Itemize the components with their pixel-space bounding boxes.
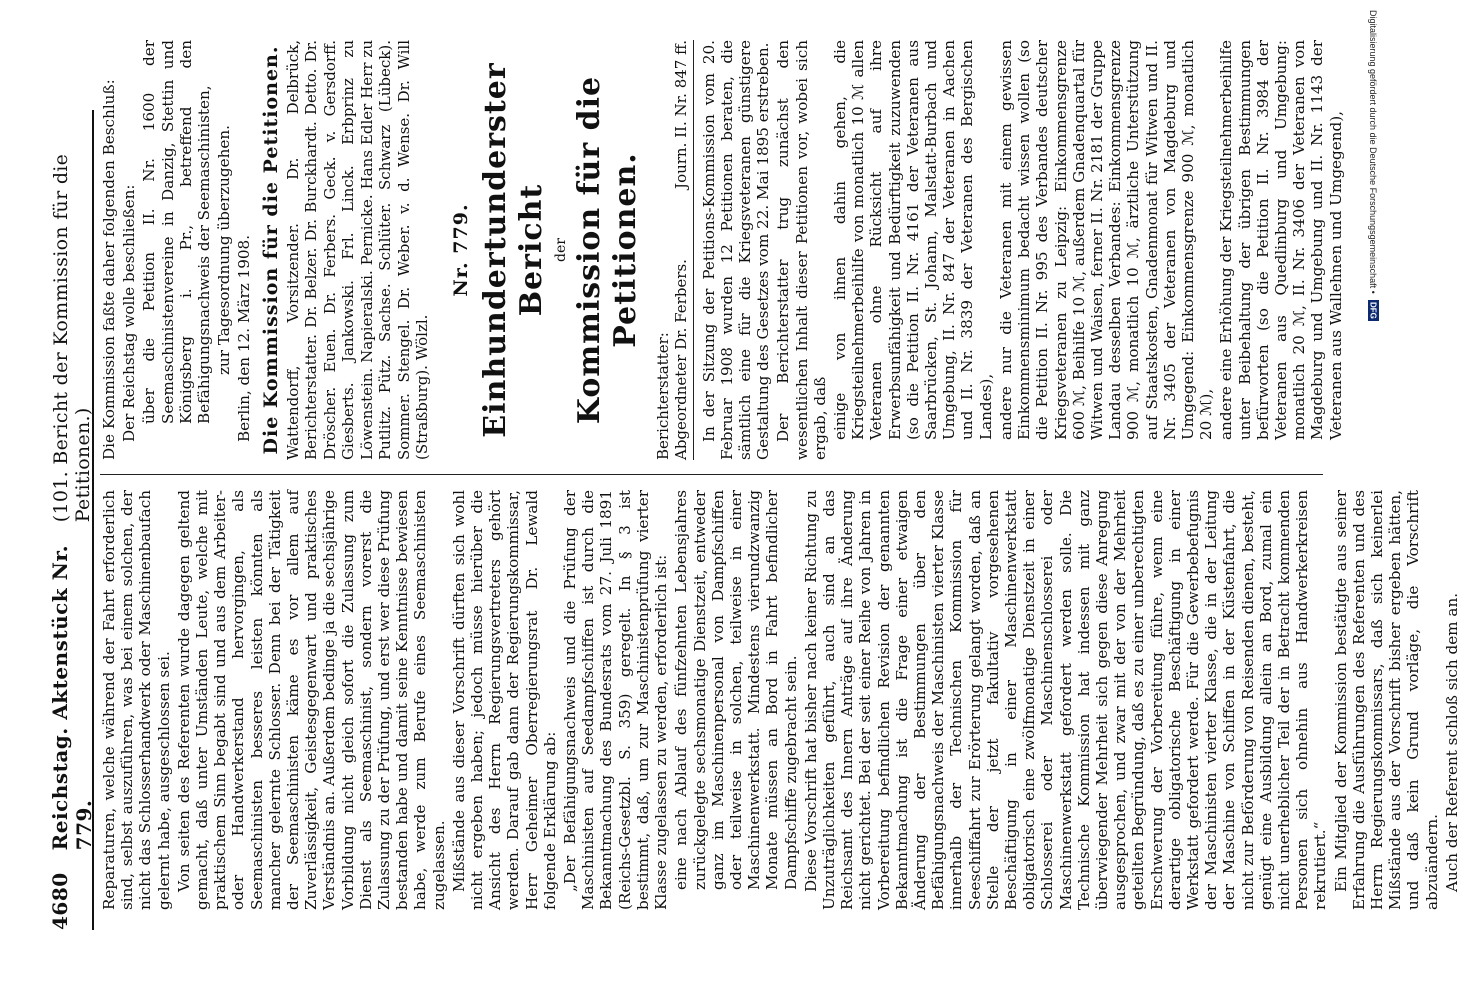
- rapporteur-row-2: [672, 40, 693, 460]
- header-title: Reichstag. Aktenstück Nr. 779.: [48, 544, 96, 851]
- credit-text: Digitalisierung gefördert durch die Deutsche Forschungsgemeinschaft •: [1368, 10, 1378, 294]
- place-date: Berlin, den 12. März 1908.: [235, 234, 254, 442]
- left-paragraph: Ein Mitglied der Kommission bestätigte aus seiner Erfahrung die Ausführungen des Referenten und des Herrn Regierungskommissars, daß sich keinerlei Mißstände aus der Vorschrift bisher ergeben hätten, und daß kein Grund vorläge, die Vorschrift abzuändern.: [1331, 490, 1441, 910]
- document-number: Nr. 779.: [449, 203, 472, 297]
- commission-heading: Die Kommission für die Petitionen.: [259, 45, 282, 455]
- decision-intro: Die Kommission faßte daher folgenden Beschluß:: [100, 79, 118, 460]
- page-header: [48, 110, 96, 930]
- header-rule: [92, 110, 94, 930]
- left-paragraph: „Der Befähigungsnachweis und die Prüfung der Maschinisten auf Seedampfschiffen ist durch die Bekanntmachung des Bundesrats vom 27. Juli 1891 (Reichs-Gesetzbl. S. 359) geregelt. In § 3 ist bestimmt, daß, um zur Maschinistenprüfung vierter Klasse zugelassen zu werden, erforderlich ist:: [561, 490, 671, 910]
- report-title: Einhundertunderster Bericht: [478, 62, 550, 438]
- running-head: (101. Bericht der Kommission für die Petitionen.): [50, 153, 94, 523]
- decision-line: Der Reichstag wolle beschließen:: [120, 184, 139, 442]
- rapporteur-name: Abgeordneter Dr. Ferbers.: [672, 259, 691, 460]
- left-quote-paragraph: eine nach Ablauf des fünfzehnten Lebensjahres zurückgelegte sechsmonatige Dienstzeit, entweder ganz im Maschinenpersonal von Dampfschiffen oder teilweise in solchen, teilweise in einer Maschinenwerkstatt. Mindestens vierundzwanzig Monate müssen an Bord in Fahrt befindlicher Dampfschiffe zugebracht sein.: [672, 490, 800, 890]
- report-title-2: Kommission für die Petitionen.: [572, 75, 644, 425]
- left-paragraph: Mißstände aus dieser Vorschrift dürften sich wohl nicht ergeben haben; jedoch müsse hierüber die Ansicht des Herrn Regierungsvertreters gehört werden. Darauf gab dann der Regierungskommissar, Herr Geheimer Oberregierungsrat Dr. Lewald folgende Erklärung ab:: [449, 490, 559, 910]
- rapporteur-label: Berichterstatter:: [654, 332, 673, 460]
- dfg-logo: DFG: [1368, 301, 1378, 319]
- left-paragraph: Diese Vorschrift hat bisher nach keiner Richtung zu Unzuträglichkeiten geführt, auch sind an das Reichsamt des Innern Anträge auf ihre Änderung nicht gerichtet. Bei der seit einer Reihe von Jahren in Vorbereitung befindlichen Revision der genannten Bekanntmachung ist die Frage einer etwaigen Änderung der Bestimmungen über den Befähigungsnachweis der Maschinisten vierter Klasse innerhalb der Technischen Kommission für Seeschiffahrt zur Erörterung gelangt worden, daß an Stelle der jetzt fakultativ vorgesehenen Beschäftigung in einer Maschinenwerkstatt obligatorisch eine zwölfmonatige Dienstzeit in einer Schlosserei oder Maschinenschlosserei oder Maschinenwerkstatt gefordert werden solle. Die Technische Kommission hat indessen mit ganz überwiegender Mehrheit sich gegen diese Anregung ausgesprochen, und zwar mit der von der Mehrheit geteilten Begründung, daß es zu einer unberechtigten Erschwerung der Vorbereitung führe, wenn eine derartige obligatorische Beschäftigung in einer Werkstatt gefordert werde. Für die Gewerbebefugnis der Maschinisten vierter Klasse, die in der Leitung der Maschine von Schiffen in der Küstenfahrt, die nicht zur Beförderung von Reisenden dienen, besteht, genügt eine Ausbildung allein an Bord, zumal ein nicht unerheblicher Teil der in Betracht kommenden Personen sich ohnehin aus Handwerkerkreisen rekrutiert.“: [801, 490, 1330, 910]
- left-paragraph: Von seiten des Referenten wurde dagegen geltend gemacht, daß unter Umständen Leute, welche mit praktischem Sinn begabt sind und aus dem Arbeiter- oder Handwerkerstand hervorgingen, als Seemaschinisten besseres leisten könnten als mancher gelernte Schlosser. Denn bei der Tätigkeit der Seemaschinisten käme es vor allem auf Zuverlässigkeit, Geistesgegenwart und praktisches Verständnis an. Außerdem bedinge ja die sechsjährige Vorbildung nicht gleich sofort die Zulassung zum Dienst als Seemaschinist, sondern vorerst die Zulassung zu der Prüfung, und erst wer diese Prüfung bestanden habe und damit seine Kenntnisse bewiesen habe, werde zum Berufe eines Seemaschinisten zugelassen.: [174, 490, 448, 910]
- decision-body: über die Petition II. Nr. 1600 der Seemaschinistenvereine in Danzig, Stettin und Königsberg i. Pr., betreffend den Befähigungsnachweis der Seemaschinisten,: [140, 40, 214, 424]
- rapporteur-row: [654, 40, 672, 460]
- left-paragraph: Reparaturen, welche während der Fahrt erforderlich sind, selbst auszuführen, was bei einem solchen, der nicht das Schlosserhandwerk oder Maschinenbaufach gelernt habe, ausgeschlossen sei.: [100, 490, 173, 910]
- right-paragraph: andere nur die Veteranen mit einem gewissen Einkommensminimum bedacht wissen wollen (so die Petition II. Nr. 995 des Verbandes deutscher Kriegsveteranen zu Leipzig: Einkommensgrenze 600 ℳ, Beihilfe 10 ℳ, außerdem Gnadenquartal für Witwen und Waisen, ferner II. Nr. 2181 der Gruppe Landau desselben Verbandes: Einkommensgrenze 900 ℳ, monatlich 10 ℳ, ärztliche Unterstützung auf Staatskosten, Gnadenmonat für Witwen und II. Nr. 3405 der Veteranen von Magdeburg und Umgegend: Einkommensgrenze 900 ℳ, monatlich 20 ℳ),: [996, 40, 1216, 440]
- signers-list: Wattendorff, Vorsitzender. Dr. Delbrück, Berichterstatter. Dr. Belzer. Dr. Burckhardt. Detto. Dr. Dröscher. Euen. Dr. Ferbers. Geck. v. Gersdorff. Giesberts. Jankowski. Frl. Linck. Erbprinz zu Löwenstein. Napieralski. Pernicke. Hans Edler Herr zu Putlitz. Pütz. Sachse. Schlüter. Schwarz (Lübeck). Sommer. Stengel. Dr. Weber. v. d. Wense. Dr. Will (Straßburg). Wölzl.: [283, 40, 432, 460]
- column-divider: [100, 474, 1323, 475]
- right-paragraph: Der Berichterstatter trug zunächst den wesentlichen Inhalt dieser Petitionen vor, wobei sich ergab, daß: [774, 40, 829, 460]
- journal-reference: Journ. II. Nr. 847 ff.: [672, 40, 691, 189]
- digitization-credit: [1365, 10, 1381, 990]
- decision-end: zur Tagesordnung überzugehen.: [215, 124, 234, 376]
- left-paragraph: Auch der Referent schloß sich dem an.: [1442, 592, 1461, 892]
- report-der: der: [553, 238, 570, 262]
- right-paragraph: andere eine Erhöhung der Kriegsteilnehmerbeihilfe unter Beibehaltung der übrigen Bestimmungen befürworten (so die Petition II. Nr. 3984 der Veteranen aus Quedlinburg und Umgebung: monatlich 20 ℳ, II. Nr. 3406 der Veteranen von Magdeburg und Umgebung und II. Nr. 1143 der Veteranen aus Wallehnen und Umgegend),: [1217, 40, 1345, 440]
- left-column: [100, 490, 1461, 910]
- right-column: [100, 40, 1345, 460]
- right-paragraph: einige von ihnen dahin gehen, die Kriegsteilnehmerbeihilfe von monatlich 10 ℳ allen Veteranen ohne Rücksicht auf ihre Erwerbsunfähigkeit und Bedürftigkeit zuzuwenden (so die Petition II. Nr. 4161 der Veteranen aus Saarbrücken, St. Johann, Malstatt-Burbach und Umgebung, II. Nr. 847 der Veteranen in Aachen und II. Nr. 3839 der Veteranen des Bergischen Landes),: [831, 40, 995, 440]
- right-paragraph: In der Sitzung der Petitions-Kommission vom 20. Februar 1908 wurden 12 Petitionen beraten, die sämtlich eine für die Kriegsveteranen günstigere Gestaltung des Gesetzes vom 22. Mai 1895 erstreben.: [699, 40, 773, 460]
- page-number: 4680: [48, 872, 72, 930]
